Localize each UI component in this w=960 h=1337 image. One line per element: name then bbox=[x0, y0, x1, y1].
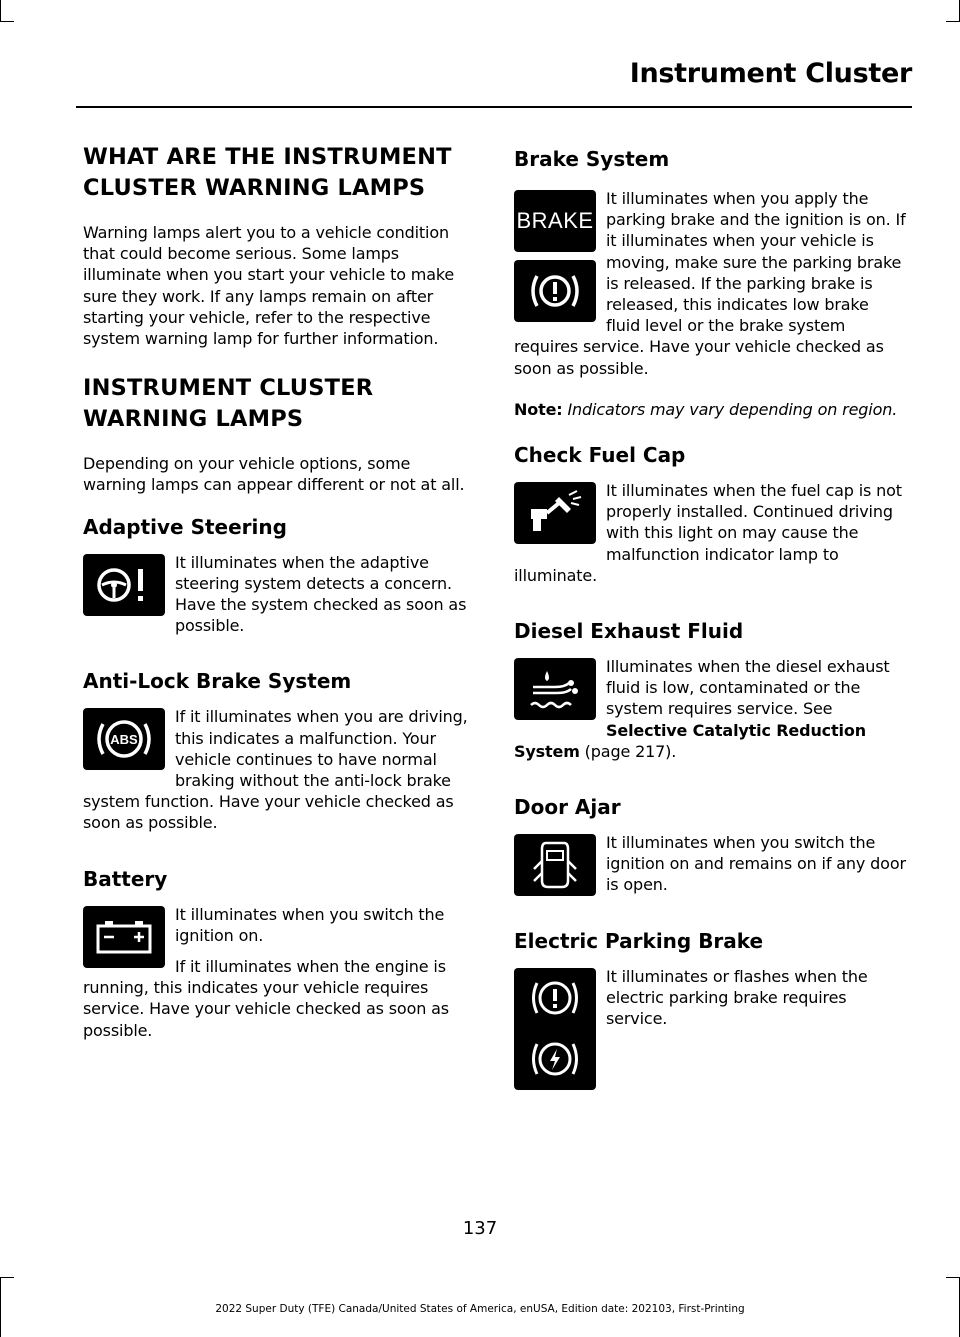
crop-mark bbox=[946, 1277, 960, 1278]
page-header-title: Instrument Cluster bbox=[629, 58, 912, 89]
steering-wheel-warning-icon bbox=[83, 554, 165, 616]
adaptive-steering-text: It illuminates when the adaptive steering system detects a concern. Have the system checked as soon as possible. bbox=[175, 552, 467, 636]
def-item bbox=[514, 656, 906, 772]
brake-system-text: It illuminates when you apply the parking brake and the ignition is on. If it illuminates when your vehicle is moving, make sure the parking brake is released. If the parking brake is released, this indicates low brake fluid level or the brake system requires service. Have your vehicle checked as soon as possible. bbox=[514, 189, 906, 378]
left-column bbox=[83, 142, 475, 1073]
heading-line: CLUSTER WARNING LAMPS bbox=[83, 175, 426, 201]
brake-icon-text: BRAKE bbox=[516, 208, 594, 233]
fuel-cap-text: It illuminates when the fuel cap is not properly installed. Continued driving with this light on may cause the malfunction indicator lamp to illuminate. bbox=[514, 481, 902, 585]
right-column bbox=[514, 146, 906, 1116]
battery-item bbox=[83, 904, 475, 1051]
footer-text: 2022 Super Duty (TFE) Canada/United States of America, enUSA, Edition date: 202103, First-Printing bbox=[215, 1303, 745, 1315]
abs-text: If it illuminates when you are driving, this indicates a malfunction. Your vehicle continues to have normal braking without the anti-lock brake system function. Have your vehicle checked as soon as possible. bbox=[83, 707, 468, 833]
fuel-cap-icon bbox=[514, 482, 596, 544]
battery-heading: Battery bbox=[83, 866, 168, 891]
intro-paragraph: Warning lamps alert you to a vehicle condition that could become serious. Some lamps illuminate when you start your vehicle to make sure they work. If any lamps remain on after starting your vehicle, refer to the respective system warning lamp for further information. bbox=[83, 223, 455, 349]
def-heading: Diesel Exhaust Fluid bbox=[514, 619, 744, 644]
scr-link[interactable]: Selective Catalytic Reduction System bbox=[514, 720, 866, 761]
page-number: 137 bbox=[462, 1218, 498, 1239]
heading-line: WHAT ARE THE INSTRUMENT bbox=[83, 144, 452, 170]
epb-item bbox=[514, 966, 906, 1094]
crop-mark bbox=[0, 0, 1, 22]
section-heading-warning-lamps bbox=[83, 142, 475, 204]
fuel-cap-item bbox=[514, 480, 906, 596]
battery-icon bbox=[83, 906, 165, 968]
options-paragraph: Depending on your vehicle options, some warning lamps can appear different or not at all. bbox=[83, 454, 465, 495]
heading-line: WARNING LAMPS bbox=[83, 406, 304, 433]
crop-mark bbox=[0, 1277, 14, 1278]
epb-heading: Electric Parking Brake bbox=[514, 928, 764, 953]
electric-parking-brake-icon bbox=[514, 968, 596, 1090]
abs-icon-text: ABS bbox=[110, 732, 138, 748]
fuel-cap-heading: Check Fuel Cap bbox=[514, 443, 686, 468]
brake-text-icon bbox=[514, 190, 596, 252]
section-heading-cluster-lamps bbox=[83, 373, 475, 435]
door-ajar-heading: Door Ajar bbox=[514, 795, 621, 820]
abs-item bbox=[83, 706, 475, 843]
heading-line: INSTRUMENT CLUSTER bbox=[83, 375, 374, 402]
brake-system-heading: Brake System bbox=[514, 147, 670, 171]
epb-text: It illuminates or flashes when the electric parking brake requires service. bbox=[606, 966, 868, 1029]
brake-system-item bbox=[514, 188, 906, 389]
brake-warning-icon bbox=[514, 260, 596, 322]
door-ajar-icon bbox=[514, 834, 596, 896]
adaptive-steering-item bbox=[83, 552, 475, 647]
battery-text-2: If it illuminates when the engine is running, this indicates your vehicle requires service. Have your vehicle checked as soon as possible. bbox=[83, 957, 449, 1040]
crop-mark bbox=[0, 21, 14, 22]
def-text-part: Illuminates when the diesel exhaust fluid is low, contaminated or the system requires service. See bbox=[606, 657, 890, 719]
abs-heading: Anti-Lock Brake System bbox=[83, 669, 352, 694]
abs-icon bbox=[83, 708, 165, 770]
def-text-part: (page 217). bbox=[579, 741, 677, 761]
crop-mark bbox=[946, 21, 960, 22]
door-ajar-text: It illuminates when you switch the ignition on and remains on if any door is open. bbox=[606, 833, 906, 895]
battery-text-1: It illuminates when you switch the ignition on. bbox=[175, 904, 445, 945]
note-text: Indicators may vary depending on region. bbox=[567, 399, 898, 419]
header-rule bbox=[76, 106, 912, 108]
adaptive-steering-heading: Adaptive Steering bbox=[83, 514, 287, 539]
brake-note bbox=[514, 399, 906, 420]
door-ajar-item bbox=[514, 832, 906, 906]
diesel-exhaust-fluid-icon bbox=[514, 658, 596, 720]
brake-icon-stack bbox=[514, 190, 596, 330]
note-label: Note: bbox=[514, 399, 563, 419]
